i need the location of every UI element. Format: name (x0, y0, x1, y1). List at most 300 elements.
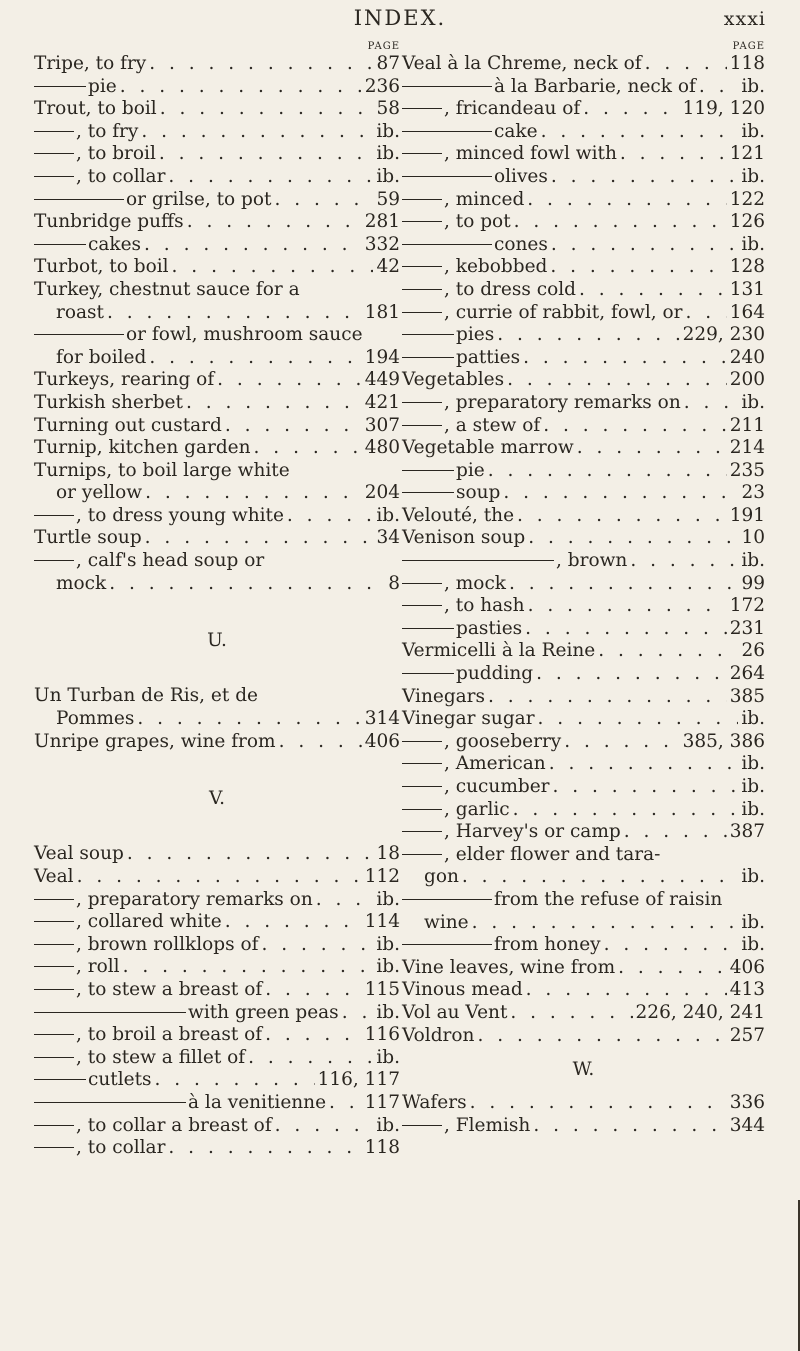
index-entry (402, 1092, 765, 1115)
ditto-dash (402, 899, 492, 900)
leader-dots (146, 53, 373, 76)
entry-page: 480 (364, 437, 400, 459)
leader-dots (120, 956, 374, 979)
entry-text: for boiled (56, 346, 147, 368)
entry-page: 226, 240, 241 (635, 1001, 765, 1023)
index-entry (402, 957, 765, 980)
leader-dots (169, 256, 374, 279)
spacer (34, 753, 400, 776)
entry-page: 257 (729, 1024, 765, 1046)
entry-page: 191 (729, 504, 765, 526)
entry-text: , to hash (444, 595, 525, 617)
entry-page: 200 (729, 369, 765, 391)
index-entry (402, 821, 765, 844)
index-entry (402, 324, 765, 347)
entry-text: , elder flower and tara- (444, 843, 661, 865)
index-entry (34, 256, 400, 279)
entry-page: ib. (741, 798, 765, 820)
entry-page: 122 (729, 188, 765, 210)
index-entry (402, 392, 765, 415)
index-entry (402, 279, 765, 302)
leader-dots (276, 731, 362, 754)
entry-text: , to fry (76, 120, 139, 142)
leader-dots (533, 663, 727, 686)
ditto-dash (402, 583, 442, 584)
entry-page: 214 (729, 437, 765, 459)
entry-text: , cucumber (444, 776, 550, 797)
leader-dots (485, 686, 727, 709)
index-entry (34, 1092, 400, 1115)
entry-text: à la venitienne (188, 1091, 327, 1113)
entry-page: ib. (741, 550, 765, 572)
index-entry (402, 753, 765, 776)
ditto-dash (402, 673, 454, 674)
entry-page: 26 (741, 640, 765, 662)
index-entry (402, 1115, 765, 1138)
ditto-dash (402, 1125, 442, 1126)
leader-dots (104, 302, 362, 325)
entry-page: 114 (364, 911, 400, 933)
leader-dots (142, 482, 362, 505)
entry-page: ib. (376, 165, 400, 187)
entry-text: Veal à la Chreme, neck of (402, 53, 642, 74)
entry-text: with green peas (188, 1001, 339, 1023)
ditto-dash (402, 492, 454, 493)
index-entry (34, 347, 400, 370)
index-entry (34, 505, 400, 528)
entry-text: , calf's head soup or (76, 550, 265, 572)
index-entry (34, 234, 400, 257)
entry-text: , garlic (444, 798, 510, 820)
entry-page: ib. (741, 233, 765, 255)
right-column (402, 40, 765, 1137)
leader-dots (138, 121, 373, 144)
entry-text: Vinous mead (402, 979, 523, 1001)
entry-text: , to collar (76, 165, 166, 187)
index-entry (34, 685, 400, 708)
ditto-dash (34, 1057, 74, 1058)
leader-dots (134, 708, 361, 731)
index-entry (402, 437, 765, 460)
leader-dots (617, 143, 727, 166)
index-entry (34, 460, 400, 483)
entry-page: 126 (729, 211, 765, 233)
spacer (34, 595, 400, 618)
entry-page: 128 (729, 256, 765, 278)
index-entry (402, 731, 765, 754)
ditto-dash (402, 605, 442, 606)
entry-text: , American (444, 753, 546, 775)
entry-page: 236 (364, 75, 400, 97)
leader-dots (511, 211, 727, 234)
index-entry (402, 912, 765, 935)
entry-page: 10 (741, 527, 765, 549)
entry-text: , preparatory remarks on (444, 391, 681, 413)
entry-text: from the refuse of raisin (494, 888, 723, 910)
entry-text: , to dress cold (444, 278, 576, 300)
entry-page: 336 (729, 1092, 765, 1114)
entry-page: 23 (741, 482, 765, 504)
entry-text: Turnips, to boil large white (34, 459, 290, 481)
entry-text: Vegetable marrow (402, 437, 574, 459)
ditto-dash (34, 1079, 86, 1080)
index-entry (34, 121, 400, 144)
entry-text: pasties (456, 617, 523, 639)
index-entry (402, 76, 765, 99)
leader-dots (504, 369, 727, 392)
entry-text: , currie of rabbit, fowl, or (444, 301, 683, 323)
ditto-dash (402, 854, 442, 855)
index-entry (402, 979, 765, 1002)
leader-dots (642, 53, 727, 76)
leader-dots (339, 1002, 374, 1025)
index-entry (34, 1069, 400, 1092)
leader-dots (510, 799, 739, 822)
spacer (34, 821, 400, 844)
entry-page: 387 (729, 821, 765, 843)
entry-text: , brown rollklops of (76, 933, 259, 955)
entry-page: 240 (729, 346, 765, 368)
index-entry (402, 98, 765, 121)
leader-dots (500, 482, 738, 505)
leader-dots (152, 1069, 315, 1092)
entry-text: , to stew a fillet of (76, 1046, 246, 1068)
index-entry (402, 482, 765, 505)
entry-text: Turbot, to boil (34, 256, 169, 278)
entry-page: 385 (729, 685, 765, 707)
index-entry (402, 1025, 765, 1048)
index-entry (402, 121, 765, 144)
index-entry (402, 302, 765, 325)
entry-text: , to collar (76, 1137, 166, 1159)
index-entry (34, 1024, 400, 1047)
index-entry (402, 211, 765, 234)
leader-dots (524, 189, 726, 212)
entry-page: ib. (741, 708, 765, 730)
entry-text: pie (88, 75, 117, 97)
entry-page: ib. (741, 120, 765, 142)
entry-page: 116 (364, 1024, 400, 1046)
leader-dots (696, 76, 739, 99)
leader-dots (106, 573, 385, 596)
leader-dots (525, 527, 738, 550)
index-entry (34, 979, 400, 1002)
ditto-dash (34, 86, 86, 87)
leader-dots (284, 505, 373, 528)
ditto-dash (34, 1102, 186, 1103)
entry-text: Wafers (402, 1092, 467, 1114)
index-entry (402, 573, 765, 596)
ditto-dash (34, 989, 74, 990)
entry-page: 58 (376, 98, 400, 120)
leader-dots (561, 731, 679, 754)
entry-text: mock (56, 572, 107, 594)
entry-text: Unripe grapes, wine from (34, 730, 276, 752)
entry-text: Vinegars (402, 685, 486, 707)
entry-page: 164 (729, 301, 765, 323)
entry-page: 181 (364, 301, 400, 323)
index-entry (402, 550, 765, 573)
entry-page: 307 (364, 414, 400, 436)
spacer (34, 663, 400, 686)
index-entry (402, 595, 765, 618)
ditto-dash (402, 176, 492, 177)
entry-text: , minced (444, 188, 525, 210)
leader-dots (165, 166, 373, 189)
entry-page: 229, 230 (682, 324, 765, 346)
index-entry (34, 324, 400, 347)
leader-dots (523, 979, 727, 1002)
ditto-dash (34, 560, 74, 561)
leader-dots (184, 211, 362, 234)
ditto-dash (402, 809, 442, 810)
leader-dots (156, 143, 373, 166)
left-column (34, 40, 400, 1160)
entry-text: Tunbridge puffs (34, 211, 184, 233)
leader-dots (313, 889, 374, 912)
entry-text: Voldron (402, 1024, 475, 1046)
leader-dots (222, 415, 362, 438)
leader-dots (142, 527, 374, 550)
ditto-dash (402, 402, 442, 403)
entry-page: ib. (376, 956, 400, 978)
ditto-dash (34, 1012, 186, 1013)
leader-dots (272, 1115, 374, 1138)
entry-page: 413 (729, 979, 765, 1001)
leader-dots (507, 1002, 632, 1025)
ditto-dash (402, 312, 442, 313)
entry-text: , fricandeau of (444, 98, 581, 120)
entry-text: Veal soup (34, 843, 124, 865)
entry-text: à la Barbarie, neck of (494, 75, 696, 97)
ditto-dash (402, 289, 442, 290)
leader-dots (183, 392, 362, 415)
entry-text: Turning out custard (34, 414, 222, 436)
index-entry (34, 934, 400, 957)
entry-page: 8 (388, 572, 400, 594)
entry-text: Vol au Vent (402, 1001, 508, 1023)
entry-text: gon (424, 866, 459, 888)
entry-text: , brown (556, 550, 628, 572)
index-entry (34, 53, 400, 76)
index-entry (402, 776, 765, 799)
section-letter: U. (207, 629, 227, 651)
entry-page: 118 (729, 53, 765, 74)
index-entry (402, 844, 765, 867)
page-title: INDEX. (353, 6, 447, 30)
entry-page: ib. (741, 75, 765, 97)
leader-dots (469, 912, 739, 935)
entry-text: Turtle soup (34, 527, 142, 549)
entry-page: 421 (364, 391, 400, 413)
leader-dots (525, 595, 727, 618)
entry-text: pie (456, 459, 485, 481)
ditto-dash (34, 1034, 74, 1035)
entry-page: ib. (376, 1114, 400, 1136)
ditto-dash (402, 944, 492, 945)
leader-dots (580, 98, 679, 121)
entry-text: Turkeys, rearing of (34, 369, 215, 391)
leader-dots (550, 776, 739, 799)
index-entry (34, 708, 400, 731)
leader-dots (538, 121, 739, 144)
entry-page: 211 (729, 414, 765, 436)
entry-page: ib. (376, 120, 400, 142)
leader-dots (506, 573, 738, 596)
entry-text: Vine leaves, wine from (402, 956, 616, 978)
ditto-dash (34, 131, 74, 132)
entry-page: 131 (729, 278, 765, 300)
leader-dots (259, 934, 374, 957)
entry-page: 59 (376, 188, 400, 210)
entry-text: , to stew a breast of (76, 978, 263, 1000)
ditto-dash (34, 1125, 74, 1126)
ditto-dash (34, 244, 86, 245)
entry-page: 406 (729, 956, 765, 978)
index-entry (34, 550, 400, 573)
leader-dots (251, 437, 362, 460)
entry-page: 385, 386 (682, 730, 765, 752)
entry-text: , Flemish (444, 1114, 531, 1136)
entry-page: 42 (376, 256, 400, 278)
ditto-dash (402, 357, 454, 358)
section-letter: V. (208, 787, 225, 809)
leader-dots (222, 911, 362, 934)
entry-page: 117 (364, 1091, 400, 1113)
entry-page: 115 (364, 978, 400, 1000)
index-entry (402, 189, 765, 212)
ditto-dash (402, 131, 492, 132)
entry-page: ib. (376, 143, 400, 165)
ditto-dash (402, 628, 454, 629)
index-entry (402, 527, 765, 550)
index-entry (34, 369, 400, 392)
section-letter: W. (572, 1059, 595, 1081)
entry-text: , kebobbed (444, 256, 548, 278)
entry-page: 119, 120 (682, 98, 765, 120)
index-entry (34, 437, 400, 460)
entry-text: Trout, to boil (34, 98, 157, 120)
ditto-dash (402, 244, 492, 245)
entry-text: , to collar a breast of (76, 1114, 272, 1136)
leader-dots (124, 843, 374, 866)
leader-dots (117, 76, 362, 99)
entry-text: patties (456, 346, 521, 368)
leader-dots (514, 505, 727, 528)
entry-page: 116, 117 (317, 1069, 400, 1091)
leader-dots (485, 460, 727, 483)
index-entry (34, 189, 400, 212)
index-entry (34, 415, 400, 438)
entry-text: soup (456, 482, 501, 504)
index-entry (402, 53, 765, 76)
entry-text: , preparatory remarks on (76, 888, 313, 910)
entry-page: 344 (729, 1114, 765, 1136)
ditto-dash (402, 470, 454, 471)
leader-dots (494, 324, 679, 347)
entry-text: , to pot (444, 211, 511, 233)
entry-page: 118 (364, 1137, 400, 1159)
entry-text: Vegetables (402, 369, 505, 391)
entry-page: 449 (364, 369, 400, 391)
ditto-dash (402, 763, 442, 764)
leader-dots (467, 1092, 727, 1115)
leader-dots (474, 1025, 726, 1048)
entry-page: ib. (741, 934, 765, 956)
ditto-dash (402, 108, 442, 109)
leader-dots (165, 1137, 361, 1160)
ditto-dash (34, 966, 74, 967)
entry-text: , to broil (76, 143, 156, 165)
entry-text: , minced fowl with (444, 143, 617, 165)
leader-dots (681, 392, 739, 415)
entry-page: 406 (364, 730, 400, 752)
page-header (0, 6, 800, 36)
entry-text: , gooseberry (444, 730, 562, 752)
entry-text: Venison soup (402, 527, 526, 549)
index-entry (402, 415, 765, 438)
leader-dots (157, 98, 374, 121)
index-entry (402, 460, 765, 483)
index-entry (34, 1047, 400, 1070)
page-column-label: PAGE (367, 41, 400, 52)
entry-page: ib. (741, 753, 765, 775)
entry-text: , to dress young white (76, 504, 284, 526)
index-entry (402, 640, 765, 663)
index-entry (34, 76, 400, 99)
ditto-dash (402, 334, 454, 335)
leader-dots (546, 753, 739, 776)
leader-dots (621, 821, 727, 844)
leader-dots (683, 302, 727, 325)
leader-dots (262, 979, 362, 1002)
index-entry (402, 505, 765, 528)
index-entry (402, 166, 765, 189)
leader-dots (540, 415, 726, 438)
entry-page: ib. (741, 866, 765, 888)
index-entry (34, 1002, 400, 1025)
entry-page: ib. (376, 1046, 400, 1068)
index-entry (34, 1137, 400, 1160)
ditto-dash (34, 199, 124, 200)
index-entry (402, 234, 765, 257)
page-column-label: PAGE (732, 41, 765, 52)
index-entry (402, 889, 765, 912)
entry-text: pies (456, 324, 495, 346)
index-entry (34, 731, 400, 754)
index-entry (402, 618, 765, 641)
index-entry (402, 934, 765, 957)
entry-page: 235 (729, 459, 765, 481)
entry-text: Turkish sherbet (34, 391, 183, 413)
index-entry (34, 279, 400, 302)
index-entry (402, 369, 765, 392)
leader-dots (601, 934, 739, 957)
ditto-dash (34, 899, 74, 900)
index-entry (34, 166, 400, 189)
entry-page: ib. (376, 933, 400, 955)
entry-page: ib. (741, 911, 765, 933)
index-entry (34, 392, 400, 415)
entry-text: pudding (456, 663, 534, 685)
index-entry (402, 799, 765, 822)
entry-text: wine (424, 911, 469, 933)
leader-dots (595, 640, 738, 663)
entry-text: Vermicelli à la Reine (402, 640, 596, 662)
entry-text: olives (494, 165, 548, 187)
entry-text: Un Turban de Ris, et de (34, 685, 258, 707)
index-entry (34, 211, 400, 234)
